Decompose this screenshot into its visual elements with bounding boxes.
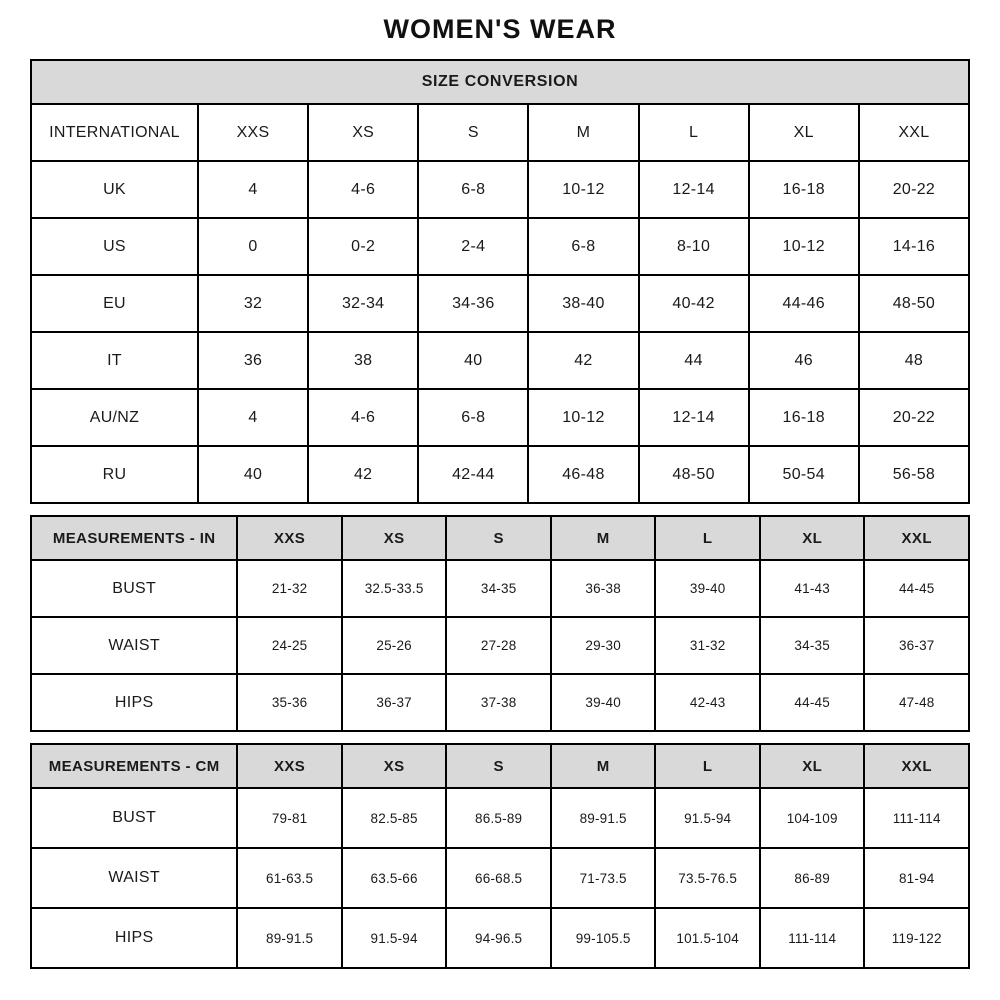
- column-header: XXL: [864, 516, 969, 560]
- measurements-in-table-container: [30, 515, 970, 732]
- table-cell: 81-94: [864, 848, 969, 908]
- table-row: [31, 332, 969, 389]
- column-header: M: [551, 744, 656, 788]
- table-cell: 101.5-104: [655, 908, 760, 968]
- column-header: L: [655, 516, 760, 560]
- table-cell: 14-16: [859, 218, 969, 275]
- table-cell: 89-91.5: [237, 908, 342, 968]
- table-cell: 21-32: [237, 560, 342, 617]
- table-cell: M: [528, 104, 638, 161]
- table-cell: 104-109: [760, 788, 865, 848]
- table-cell: 48-50: [859, 275, 969, 332]
- table-row: [31, 674, 969, 731]
- table-title: SIZE CONVERSION: [31, 60, 969, 104]
- table-cell: 91.5-94: [655, 788, 760, 848]
- table-cell: 48-50: [639, 446, 749, 503]
- row-label: IT: [31, 332, 198, 389]
- table-row: [31, 104, 969, 161]
- table-cell: 0: [198, 218, 308, 275]
- table-cell: 37-38: [446, 674, 551, 731]
- table-row: [31, 617, 969, 674]
- table-cell: 89-91.5: [551, 788, 656, 848]
- table-cell: 32.5-33.5: [342, 560, 447, 617]
- table-cell: 36-37: [342, 674, 447, 731]
- table-cell: 61-63.5: [237, 848, 342, 908]
- row-label: EU: [31, 275, 198, 332]
- column-header: XXL: [864, 744, 969, 788]
- table-cell: 32-34: [308, 275, 418, 332]
- table-cell: 44-45: [760, 674, 865, 731]
- table-cell: 20-22: [859, 161, 969, 218]
- table-cell: 40-42: [639, 275, 749, 332]
- column-header: XXS: [237, 744, 342, 788]
- table-cell: 94-96.5: [446, 908, 551, 968]
- table-cell: 82.5-85: [342, 788, 447, 848]
- table-cell: 0-2: [308, 218, 418, 275]
- column-header: XL: [760, 516, 865, 560]
- column-header: S: [446, 516, 551, 560]
- page-title: WOMEN'S WEAR: [383, 14, 617, 44]
- table-cell: 10-12: [528, 161, 638, 218]
- table-cell: 71-73.5: [551, 848, 656, 908]
- table-row: [31, 389, 969, 446]
- table-cell: 86-89: [760, 848, 865, 908]
- table-cell: XXS: [198, 104, 308, 161]
- table-cell: 111-114: [864, 788, 969, 848]
- table-cell: 40: [198, 446, 308, 503]
- table-cell: 42: [528, 332, 638, 389]
- table-cell: 27-28: [446, 617, 551, 674]
- table-cell: 16-18: [749, 161, 859, 218]
- measurements-in-table: [30, 515, 970, 732]
- column-header: M: [551, 516, 656, 560]
- row-label: WAIST: [31, 617, 237, 674]
- table-cell: 56-58: [859, 446, 969, 503]
- table-cell: 119-122: [864, 908, 969, 968]
- table-cell: 42-44: [418, 446, 528, 503]
- table-cell: 4-6: [308, 389, 418, 446]
- table-cell: 2-4: [418, 218, 528, 275]
- table-cell: 8-10: [639, 218, 749, 275]
- table-cell: L: [639, 104, 749, 161]
- table-title: MEASUREMENTS - CM: [31, 744, 237, 788]
- table-cell: 6-8: [528, 218, 638, 275]
- row-label: BUST: [31, 560, 237, 617]
- table-cell: 36-38: [551, 560, 656, 617]
- table-cell: 35-36: [237, 674, 342, 731]
- table-row: [31, 218, 969, 275]
- table-row: [31, 161, 969, 218]
- table-cell: 12-14: [639, 161, 749, 218]
- table-cell: XS: [308, 104, 418, 161]
- table-cell: 44-45: [864, 560, 969, 617]
- table-cell: 91.5-94: [342, 908, 447, 968]
- table-cell: 4-6: [308, 161, 418, 218]
- table-cell: 38-40: [528, 275, 638, 332]
- table-cell: 4: [198, 389, 308, 446]
- table-cell: 12-14: [639, 389, 749, 446]
- table-cell: 44-46: [749, 275, 859, 332]
- table-cell: 20-22: [859, 389, 969, 446]
- table-cell: 36-37: [864, 617, 969, 674]
- table-row: [31, 788, 969, 848]
- table-cell: 44: [639, 332, 749, 389]
- table-row: [31, 848, 969, 908]
- table-cell: 10-12: [749, 218, 859, 275]
- table-cell: 42-43: [655, 674, 760, 731]
- table-cell: 34-35: [446, 560, 551, 617]
- table-cell: 39-40: [655, 560, 760, 617]
- table-cell: 24-25: [237, 617, 342, 674]
- row-label: US: [31, 218, 198, 275]
- table-cell: XXL: [859, 104, 969, 161]
- table-cell: 111-114: [760, 908, 865, 968]
- table-cell: 6-8: [418, 389, 528, 446]
- table-header-row: [31, 744, 969, 788]
- table-cell: 99-105.5: [551, 908, 656, 968]
- table-cell: 25-26: [342, 617, 447, 674]
- column-header: XS: [342, 744, 447, 788]
- table-cell: 16-18: [749, 389, 859, 446]
- table-cell: 32: [198, 275, 308, 332]
- size-conversion-table: [30, 59, 970, 504]
- table-cell: 86.5-89: [446, 788, 551, 848]
- size-conversion-table-container: [30, 59, 970, 504]
- table-cell: 31-32: [655, 617, 760, 674]
- row-label: AU/NZ: [31, 389, 198, 446]
- table-title: MEASUREMENTS - IN: [31, 516, 237, 560]
- table-cell: 4: [198, 161, 308, 218]
- table-cell: 73.5-76.5: [655, 848, 760, 908]
- table-header-row: [31, 516, 969, 560]
- table-row: [31, 560, 969, 617]
- table-cell: 41-43: [760, 560, 865, 617]
- table-row: [31, 275, 969, 332]
- table-cell: 36: [198, 332, 308, 389]
- row-label: RU: [31, 446, 198, 503]
- table-cell: 29-30: [551, 617, 656, 674]
- table-cell: 42: [308, 446, 418, 503]
- measurements-cm-table: [30, 743, 970, 969]
- row-label: UK: [31, 161, 198, 218]
- column-header: XS: [342, 516, 447, 560]
- table-cell: 46: [749, 332, 859, 389]
- table-cell: 47-48: [864, 674, 969, 731]
- table-row: [31, 908, 969, 968]
- column-header: S: [446, 744, 551, 788]
- row-label: HIPS: [31, 674, 237, 731]
- table-cell: 48: [859, 332, 969, 389]
- row-label: BUST: [31, 788, 237, 848]
- measurements-cm-table-container: [30, 743, 970, 969]
- column-header: L: [655, 744, 760, 788]
- row-label: WAIST: [31, 848, 237, 908]
- table-cell: 39-40: [551, 674, 656, 731]
- column-header: XXS: [237, 516, 342, 560]
- table-cell: 10-12: [528, 389, 638, 446]
- row-label: HIPS: [31, 908, 237, 968]
- table-cell: 46-48: [528, 446, 638, 503]
- column-header: XL: [760, 744, 865, 788]
- table-cell: XL: [749, 104, 859, 161]
- row-label: INTERNATIONAL: [31, 104, 198, 161]
- table-cell: 34-35: [760, 617, 865, 674]
- table-cell: 79-81: [237, 788, 342, 848]
- table-cell: 6-8: [418, 161, 528, 218]
- table-cell: 50-54: [749, 446, 859, 503]
- table-row: [31, 446, 969, 503]
- table-cell: 38: [308, 332, 418, 389]
- table-cell: S: [418, 104, 528, 161]
- table-cell: 66-68.5: [446, 848, 551, 908]
- table-cell: 40: [418, 332, 528, 389]
- table-cell: 63.5-66: [342, 848, 447, 908]
- table-cell: 34-36: [418, 275, 528, 332]
